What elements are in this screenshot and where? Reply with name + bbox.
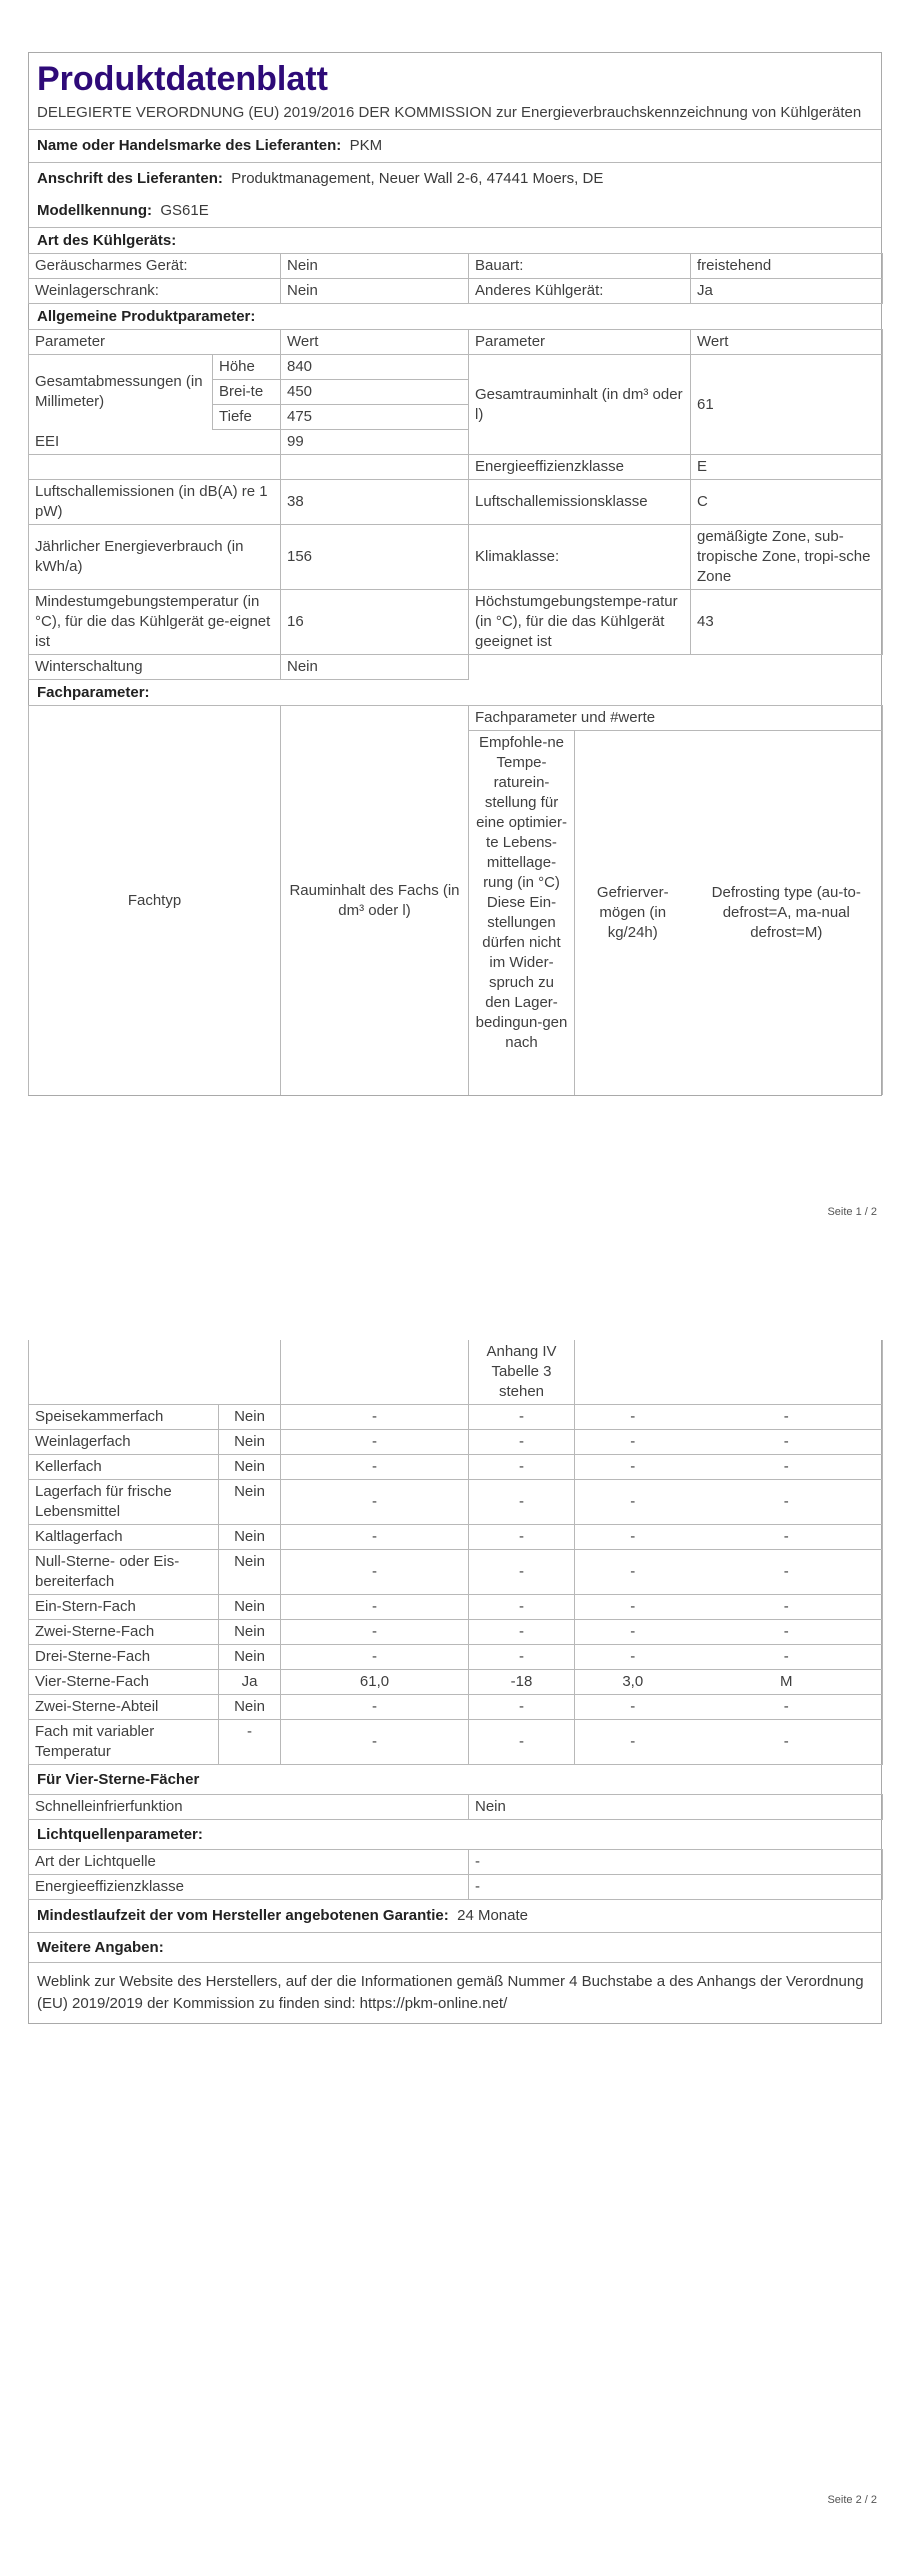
compartment-freeze: -	[575, 1595, 691, 1620]
quiet-value: Nein	[281, 254, 469, 279]
compartment-volume: -	[281, 1720, 469, 1765]
compartment-freeze: -	[575, 1455, 691, 1480]
maxtemp-label: Höchstumgebungstempe-ratur (in °C), für die das Kühlgerät geeignet ist	[469, 590, 691, 655]
compartment-present: Nein	[219, 1550, 281, 1595]
type-heading: Art des Kühlgeräts:	[29, 227, 881, 253]
compartment-volume: 61,0	[281, 1670, 469, 1695]
compartment-volume: -	[281, 1405, 469, 1430]
winter-spacer	[469, 655, 883, 680]
compartment-temp: -	[469, 1480, 575, 1525]
datasheet-page-2	[28, 1340, 882, 2024]
compartment-defrost: -	[691, 1695, 883, 1720]
design-label: Bauart:	[469, 254, 691, 279]
compartment-temp: -	[469, 1695, 575, 1720]
compartment-temp: -	[469, 1525, 575, 1550]
compartment-defrost: M	[691, 1670, 883, 1695]
compartment-temp: -	[469, 1550, 575, 1595]
volume-label: Gesamtrauminhalt (in dm³ oder l)	[469, 355, 691, 455]
warranty-label: Mindestlaufzeit der vom Hersteller angebotenen Garantie:	[37, 1907, 449, 1924]
supplier-line	[29, 129, 881, 162]
supplier-value: PKM	[349, 137, 383, 154]
light-table	[28, 1849, 883, 1900]
compartment-present: Nein	[219, 1455, 281, 1480]
compartment-name: Weinlagerfach	[29, 1430, 219, 1455]
compartment-volume: -	[281, 1695, 469, 1720]
table-row	[29, 706, 883, 731]
compartment-temp: -18	[469, 1670, 575, 1695]
table-row	[29, 1340, 883, 1405]
compartment-name: Fach mit variabler Temperatur	[29, 1720, 219, 1765]
compartment-defrost: -	[691, 1525, 883, 1550]
compartment-volume: -	[281, 1480, 469, 1525]
col-freezing-capacity: Gefrierver-mögen (in kg/24h)	[596, 884, 669, 941]
table-row	[29, 1620, 883, 1645]
table-row	[29, 655, 883, 680]
compartment-temp: -	[469, 1645, 575, 1670]
maxtemp-value: 43	[691, 590, 883, 655]
compartment-present: Nein	[219, 1645, 281, 1670]
table-row	[29, 1795, 883, 1820]
table-row	[29, 1525, 883, 1550]
compartment-defrost: -	[691, 1405, 883, 1430]
eei-spacer-2	[281, 455, 469, 480]
light-heading: Lichtquellenparameter:	[37, 1826, 203, 1843]
table-row	[29, 1720, 883, 1765]
height-value: 840	[281, 355, 469, 380]
compartment-rows	[29, 1405, 883, 1765]
address-label: Anschrift des Lieferanten:	[37, 170, 223, 187]
table-row	[29, 590, 883, 655]
noiseclass-value: C	[691, 480, 883, 525]
fast-freeze-value: Nein	[469, 1795, 883, 1820]
compartment-present: Nein	[219, 1695, 281, 1720]
light-class-label: Energieeffizienzklasse	[29, 1875, 469, 1900]
compartment-defrost: -	[691, 1455, 883, 1480]
table-row	[29, 355, 883, 380]
col-compartment-volume: Rauminhalt des Fachs (in dm³ oder l)	[281, 706, 469, 1096]
width-value: 450	[281, 380, 469, 405]
compartment-volume: -	[281, 1525, 469, 1550]
compartment-freeze: -	[575, 1405, 691, 1430]
page-number-2: Seite 2 / 2	[827, 2494, 877, 2506]
warranty-value: 24 Monate	[457, 1907, 528, 1924]
supplier-label: Name oder Handelsmarke des Lieferanten:	[37, 137, 342, 154]
page-number-1: Seite 1 / 2	[827, 1206, 877, 1218]
light-type-label: Art der Lichtquelle	[29, 1850, 469, 1875]
type-table	[28, 253, 883, 304]
other-value: Ja	[691, 279, 883, 304]
table-row	[29, 455, 883, 480]
compartment-name: Speisekammerfach	[29, 1405, 219, 1430]
compartment-present: Nein	[219, 1525, 281, 1550]
energy-value: 156	[281, 525, 469, 590]
compartment-volume: -	[281, 1430, 469, 1455]
general-heading: Allgemeine Produktparameter:	[37, 308, 256, 325]
compartment-name: Ein-Stern-Fach	[29, 1595, 219, 1620]
compartment-present: -	[219, 1720, 281, 1765]
compartment-name: Zwei-Sterne-Abteil	[29, 1695, 219, 1720]
more-heading: Weitere Angaben:	[29, 1932, 881, 1962]
width-label: Brei-te	[213, 380, 281, 405]
compartment-name: Vier-Sterne-Fach	[29, 1670, 219, 1695]
compartment-defrost: -	[691, 1595, 883, 1620]
compartment-defrost: -	[691, 1620, 883, 1645]
dimensions-label: Gesamtabmessungen (in Millimeter)	[29, 355, 213, 430]
compartment-defrost: -	[691, 1480, 883, 1525]
table-row	[29, 1695, 883, 1720]
climate-label: Klimaklasse:	[469, 525, 691, 590]
volume-value: 61	[691, 355, 883, 455]
header-cont-defrost	[691, 1340, 883, 1405]
compartment-volume: -	[281, 1550, 469, 1595]
depth-label: Tiefe	[213, 405, 281, 430]
eclass-value: E	[691, 455, 883, 480]
eclass-label: Energieeffizienzklasse	[469, 455, 691, 480]
table-row	[29, 525, 883, 590]
table-row	[29, 1405, 883, 1430]
compartment-name: Lagerfach für frische Lebensmittel	[29, 1480, 219, 1525]
model-value: GS61E	[160, 202, 209, 219]
compartment-freeze: -	[575, 1720, 691, 1765]
col-value-2: Wert	[691, 330, 883, 355]
noiseclass-label: Luftschallemissionsklasse	[469, 480, 691, 525]
datasheet-page-1	[28, 52, 882, 1096]
regulation-subtitle: DELEGIERTE VERORDNUNG (EU) 2019/2016 DER KOMMISSION zur Energieverbrauchskennzeichnung von Kühlgeräten	[37, 104, 862, 121]
table-row	[29, 1550, 883, 1595]
noise-value: 38	[281, 480, 469, 525]
table-row	[29, 1645, 883, 1670]
header-cont-freeze	[575, 1340, 691, 1405]
compartment-freeze: -	[575, 1550, 691, 1595]
winter-label: Winterschaltung	[29, 655, 281, 680]
wine-value: Nein	[281, 279, 469, 304]
design-value: freistehend	[691, 254, 883, 279]
compartment-temp: -	[469, 1595, 575, 1620]
climate-value: gemäßigte Zone, sub-tropische Zone, tropi-sche Zone	[691, 525, 883, 590]
compartment-volume: -	[281, 1595, 469, 1620]
col-param: Parameter	[29, 330, 281, 355]
col-compartment-params: Fachparameter und #werte	[469, 706, 883, 731]
four-star-heading: Für Vier-Sterne-Fächer	[37, 1771, 200, 1788]
compartment-freeze: -	[575, 1480, 691, 1525]
compartment-temp: -	[469, 1455, 575, 1480]
compartment-name: Kellerfach	[29, 1455, 219, 1480]
compartment-freeze: -	[575, 1525, 691, 1550]
light-class-value: -	[469, 1875, 883, 1900]
header-cont-volume	[281, 1340, 469, 1405]
compartment-temp: -	[469, 1720, 575, 1765]
depth-value: 475	[281, 405, 469, 430]
table-row	[29, 330, 883, 355]
compartment-volume: -	[281, 1455, 469, 1480]
col-param-2: Parameter	[469, 330, 691, 355]
compartment-volume: -	[281, 1645, 469, 1670]
compartment-name: Kaltlagerfach	[29, 1525, 219, 1550]
comp-header-table	[28, 705, 883, 1095]
quiet-label: Geräuscharmes Gerät:	[29, 254, 281, 279]
table-row	[29, 1595, 883, 1620]
light-type-value: -	[469, 1850, 883, 1875]
address-line	[29, 162, 881, 195]
four-star-table	[28, 1794, 883, 1820]
compartment-name: Null-Sterne- oder Eis-bereiterfach	[29, 1550, 219, 1595]
compartment-present: Nein	[219, 1595, 281, 1620]
table-row	[29, 1430, 883, 1455]
compartment-freeze: -	[575, 1620, 691, 1645]
header-cont-type	[29, 1340, 281, 1405]
compartment-freeze: -	[575, 1430, 691, 1455]
warranty-line	[29, 1900, 881, 1932]
eei-spacer	[29, 455, 281, 480]
compartment-freeze: 3,0	[575, 1670, 691, 1695]
energy-label: Jährlicher Energieverbrauch (in kWh/a)	[29, 525, 281, 590]
fast-freeze-label: Schnelleinfrierfunktion	[29, 1795, 469, 1820]
model-line	[29, 195, 881, 227]
mintemp-value: 16	[281, 590, 469, 655]
compartment-temp: -	[469, 1405, 575, 1430]
compartment-temp: -	[469, 1430, 575, 1455]
model-label: Modellkennung:	[37, 202, 152, 219]
mintemp-label: Mindestumgebungstemperatur (in °C), für die das Kühlgerät ge-eignet ist	[29, 590, 281, 655]
table-row	[29, 480, 883, 525]
compartment-defrost: -	[691, 1550, 883, 1595]
comp-table	[28, 1340, 883, 1765]
compartment-present: Nein	[219, 1405, 281, 1430]
compartment-name: Drei-Sterne-Fach	[29, 1645, 219, 1670]
compartment-defrost: -	[691, 1720, 883, 1765]
page-title: Produktdatenblatt	[37, 60, 328, 98]
height-label: Höhe	[213, 355, 281, 380]
compartment-present: Nein	[219, 1430, 281, 1455]
address-value: Produktmanagement, Neuer Wall 2-6, 47441 Moers, DE	[231, 170, 604, 187]
table-row	[29, 1455, 883, 1480]
table-row	[29, 1670, 883, 1695]
col-compartment-type: Fachtyp	[29, 706, 281, 1096]
compartment-temp: -	[469, 1620, 575, 1645]
col-recommended-temp-cont: Anhang IV Tabelle 3 stehen	[469, 1340, 575, 1405]
compartment-volume: -	[281, 1620, 469, 1645]
general-table	[28, 329, 883, 680]
table-row	[29, 254, 883, 279]
compartment-freeze: -	[575, 1645, 691, 1670]
compartment-defrost: -	[691, 1430, 883, 1455]
compartment-name: Zwei-Sterne-Fach	[29, 1620, 219, 1645]
compartment-present: Ja	[219, 1670, 281, 1695]
more-text: Weblink zur Website des Herstellers, auf der die Informationen gemäß Nummer 4 Buchstabe a des Anhangs der Verordnung (EU) 2019/2019 der Kommission zu finden sind: https://pkm-online.net/	[29, 1962, 881, 2023]
compartment-present: Nein	[219, 1480, 281, 1525]
comp-heading: Fachparameter:	[37, 684, 150, 701]
noise-label: Luftschallemissionen (in dB(A) re 1 pW)	[29, 480, 281, 525]
eei-label: EEI	[29, 430, 281, 455]
compartment-freeze: -	[575, 1695, 691, 1720]
compartment-present: Nein	[219, 1620, 281, 1645]
table-row	[29, 1480, 883, 1525]
eei-value: 99	[281, 430, 469, 455]
table-row	[29, 1875, 883, 1900]
compartment-defrost: -	[691, 1645, 883, 1670]
table-row	[29, 279, 883, 304]
other-label: Anderes Kühlgerät:	[469, 279, 691, 304]
col-value: Wert	[281, 330, 469, 355]
col-recommended-temp: Empfohle-ne Tempe-raturein-stellung für eine optimier-te Lebens-mittellage-rung (in °C) Diese Ein-stellungen dürfen nicht im Wider-spruch zu den Lager-bedingun-gen nach	[469, 731, 575, 1096]
table-row	[29, 1850, 883, 1875]
wine-label: Weinlagerschrank:	[29, 279, 281, 304]
winter-value: Nein	[281, 655, 469, 680]
col-defrost-type: Defrosting type (au-to-defrost=A, ma-nual defrost=M)	[691, 731, 883, 1096]
